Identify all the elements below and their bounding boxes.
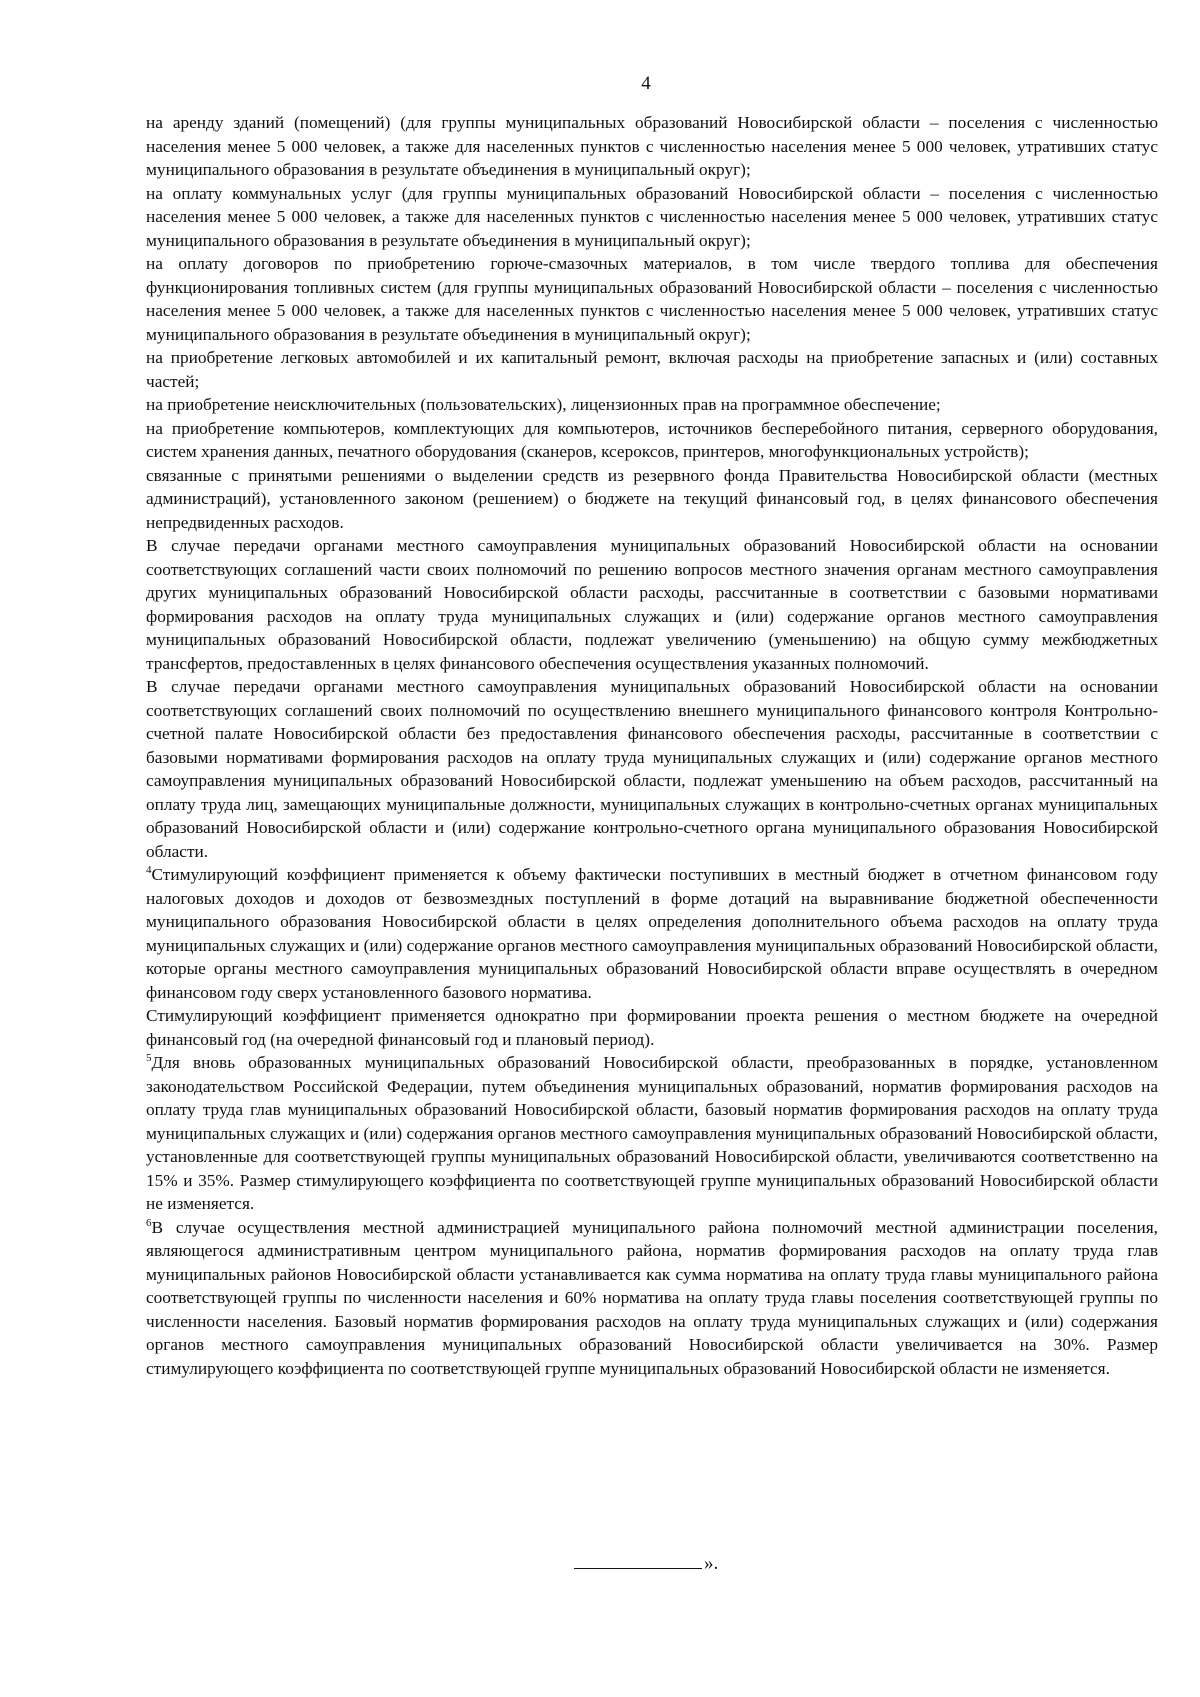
paragraph-transfer-of-powers: В случае передачи органами местного самоуправления муниципальных образований Новосибирской области на основании соответствующих соглашений части своих полномочий по решению вопросов местного значения органам местного самоуправления других муниципальных образований Новосибирской области расходы, рассчитанные в соответствии с базовыми нормативами формирования расходов на оплату труда муниципальных служащих и (или) содержание органов местного самоуправления муниципальных образований Новосибирской области, подлежат увеличению (уменьшению) на общую сумму межбюджетных трансфертов, предоставленных в целях финансового обеспечения осуществления указанных полномочий. xyxy=(146,536,1158,673)
paragraph-reserve-fund: связанные с принятыми решениями о выделении средств из резервного фонда Правительства Новосибирской области (местных администраций), установленного законом (решением) о бюджете на текущий финансовый год, в целях финансового обеспечения непредвиденных расходов. xyxy=(146,465,1158,532)
paragraph-rent: на аренду зданий (помещений) (для группы муниципальных образований Новосибирской области – поселения с численностью населения менее 5 000 человек, а также для населенных пунктов с численностью населения менее 5 000 человек, утративших статус муниципального образования в результате объединения в муниципальный округ); xyxy=(146,113,1158,179)
paragraph-utilities: на оплату коммунальных услуг (для группы муниципальных образований Новосибирской области – поселения с численностью населения менее 5 000 человек, а также для населенных пунктов с численностью населения менее 5 000 человек, утративших статус муниципального образования в результате объединения в муниципальный округ); xyxy=(146,183,1158,250)
footnote-6-text: В случае осуществления местной администрацией муниципального района полномочий местной администрации поселения, являющегося административным центром муниципального района, норматив формирования расходов на оплату труда глав муниципальных районов Новосибирской области устанавливается как сумма норматива на оплату труда главы муниципального района соответствующей группы по численности населения и 60% норматива на оплату труда главы поселения соответствующей группы по численности населения. Базовый норматив формирования расходов на оплату труда муниципальных служащих и (или) содержания органов местного самоуправления муниципальных образований Новосибирской области увеличивается на 30%. Размер стимулирующего коэффициента по соответствующей группе муниципальных образований Новосибирской области не изменяется. xyxy=(146,1217,1158,1378)
footnote-4 xyxy=(146,863,1158,1004)
page-number: 4 xyxy=(641,73,651,94)
footnote-5 xyxy=(146,1051,1158,1216)
closing-line xyxy=(574,1552,718,1576)
footnote-4-continuation: Стимулирующий коэффициент применяется однократно при формировании проекта решения о местном бюджете на очередной финансовый год (на очередной финансовый год и плановый период). xyxy=(146,1006,1158,1049)
footnote-6 xyxy=(146,1216,1158,1381)
closing-quote: ». xyxy=(704,1553,719,1574)
footnote-4-text: Стимулирующий коэффициент применяется к объему фактически поступивших в местный бюджет в отчетном финансовом году налоговых доходов и доходов от безвозмездных поступлений в форме дотаций на выравнивание бюджетной обеспеченности муниципального образования Новосибирской области в целях определения дополнительного объема расходов на оплату труда муниципальных служащих и (или) содержание органов местного самоуправления муниципальных образований Новосибирской области, которые органы местного самоуправления муниципальных образований Новосибирской области вправе осуществлять в очередном финансовом году сверх установленного базового норматива. xyxy=(146,865,1158,1002)
closing-underline xyxy=(574,1554,702,1569)
footnote-mark-6: 6 xyxy=(146,1216,152,1229)
paragraph-fuel: на оплату договоров по приобретению горюче-смазочных материалов, в том числе твердого топлива для обеспечения функционирования топливных систем (для группы муниципальных образований Новосибирской области – поселения с численностью населения менее 5 000 человек, а также для населенных пунктов с численностью населения менее 5 000 человек, утративших статус муниципального образования в результате объединения в муниципальный округ); xyxy=(146,254,1158,344)
paragraph-financial-control: В случае передачи органами местного самоуправления муниципальных образований Новосибирской области на основании соответствующих соглашений своих полномочий по осуществлению внешнего муниципального финансового контроля Контрольно-счетной палате Новосибирской области без предоставления финансового обеспечения расходы, рассчитанные в соответствии с базовыми нормативами формирования расходов на оплату труда муниципальных служащих и (или) содержание органов местного самоуправления муниципальных образований Новосибирской области, подлежат уменьшению на объем расходов, рассчитанный на оплату труда лиц, замещающих муниципальные должности, муниципальных служащих в контрольно-счетных органах муниципальных образований Новосибирской области и (или) содержание контрольно-счетного органа муниципального образования Новосибирской области. xyxy=(146,677,1158,861)
document-body xyxy=(146,111,1158,1380)
paragraph-computers: на приобретение компьютеров, комплектующих для компьютеров, источников бесперебойного питания, серверного оборудования, систем хранения данных, печатного оборудования (сканеров, ксероксов, принтеров, многофункциональных устройств); xyxy=(146,418,1158,461)
footnote-mark-5: 5 xyxy=(146,1052,152,1065)
paragraph-vehicles: на приобретение легковых автомобилей и их капитальный ремонт, включая расходы на приобретение запасных и (или) составных частей; xyxy=(146,348,1158,391)
footnote-5-text: Для вновь образованных муниципальных образований Новосибирской области, преобразованных в порядке, установленном законодательством Российской Федерации, путем объединения муниципальных образований, норматив формирования расходов на оплату труда глав муниципальных образований Новосибирской области, базовый норматив формирования расходов на оплату труда муниципальных служащих и (или) содержания органов местного самоуправления муниципальных образований Новосибирской области, установленные для соответствующей группы муниципальных образований Новосибирской области, увеличиваются соответственно на 15% и 35%. Размер стимулирующего коэффициента по соответствующей группе муниципальных образований Новосибирской области не изменяется. xyxy=(146,1053,1158,1213)
footnote-mark-4: 4 xyxy=(146,864,152,877)
paragraph-software-licenses: на приобретение неисключительных (пользовательских), лицензионных прав на программное обеспечение; xyxy=(146,395,941,414)
